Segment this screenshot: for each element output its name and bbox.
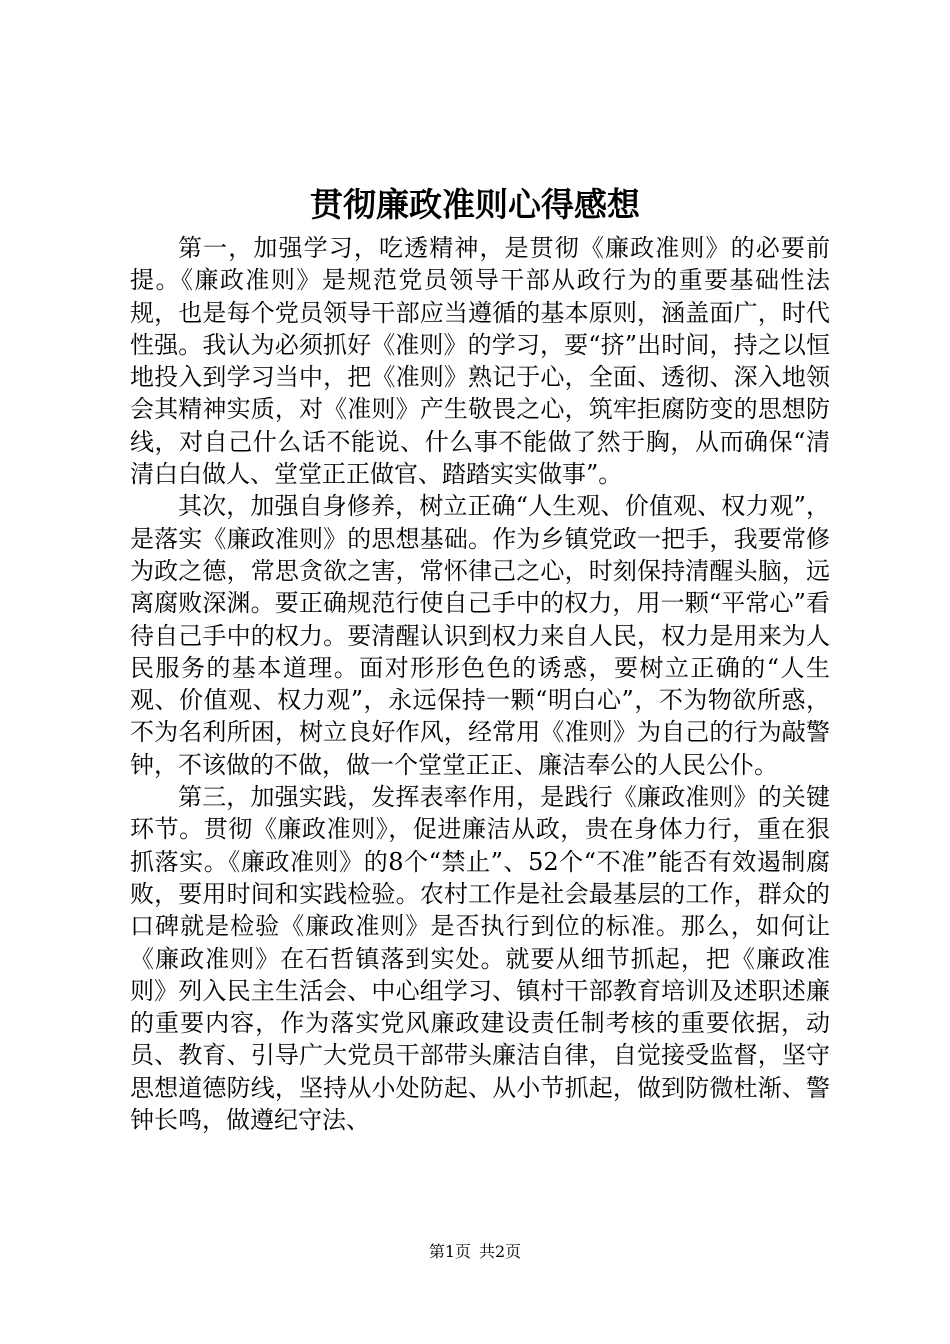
page-number: 第1页 [428,1242,471,1261]
document-title: 贯彻廉政准则心得感想 [310,185,640,224]
page-total: 共2页 [479,1242,522,1261]
paragraph-2: 其次，加强自身修养，树立正确“人生观、价值观、权力观”，是落实《廉政准则》的思想基础。作为乡镇党政一把手，我要常修为政之德，常思贪欲之害，常怀律己之心，时刻保持清醒头脑，远离腐败深渊。要正确规范行使自己手中的权力，用一颗“平常心”看待自己手中的权力。要清醒认识到权力来自人民，权力是用来为人民服务的基本道理。面对形形色色的诱惑，要树立正确的“人生观、价值观、权力观”，永远保持一颗“明白心”，不为物欲所惑，不为名利所困，树立良好作风，经常用《准则》为自己的行为敲警钟，不该做的不做，做一个堂堂正正、廉洁奉公的人民公仆。 [130,492,830,779]
document-body [130,232,830,1136]
paragraph-1: 第一，加强学习，吃透精神，是贯彻《廉政准则》的必要前提。《廉政准则》是规范党员领导干部从政行为的重要基础性法规，也是每个党员领导干部应当遵循的基本原则，涵盖面广，时代性强。我认为必须抓好《准则》的学习，要“挤”出时间，持之以恒地投入到学习当中，把《准则》熟记于心，全面、透彻、深入地领会其精神实质，对《准则》产生敬畏之心，筑牢拒腐防变的思想防线，对自己什么话不能说、什么事不能做了然于胸，从而确保“清清白白做人、堂堂正正做官、踏踏实实做事”。 [130,234,830,489]
page-footer [0,1240,950,1264]
paragraph-3: 第三，加强实践，发挥表率作用，是践行《廉政准则》的关键环节。贯彻《廉政准则》，促进廉洁从政，贵在身体力行，重在狠抓落实。《廉政准则》的8个“禁止”、52个“不准”能否有效遏制腐败，要用时间和实践检验。农村工作是社会最基层的工作，群众的口碑就是检验《廉政准则》是否执行到位的标准。那么，如何让《廉政准则》在石哲镇落到实处。就要从细节抓起，把《廉政准则》列入民主生活会、中心组学习、镇村干部教育培训及述职述廉的重要内容，作为落实党风廉政建设责任制考核的重要依据，动员、教育、引导广大党员干部带头廉洁自律，自觉接受监督，坚守思想道德防线，坚持从小处防起、从小节抓起，做到防微杜渐、警钟长鸣，做遵纪守法、 [130,783,830,1135]
